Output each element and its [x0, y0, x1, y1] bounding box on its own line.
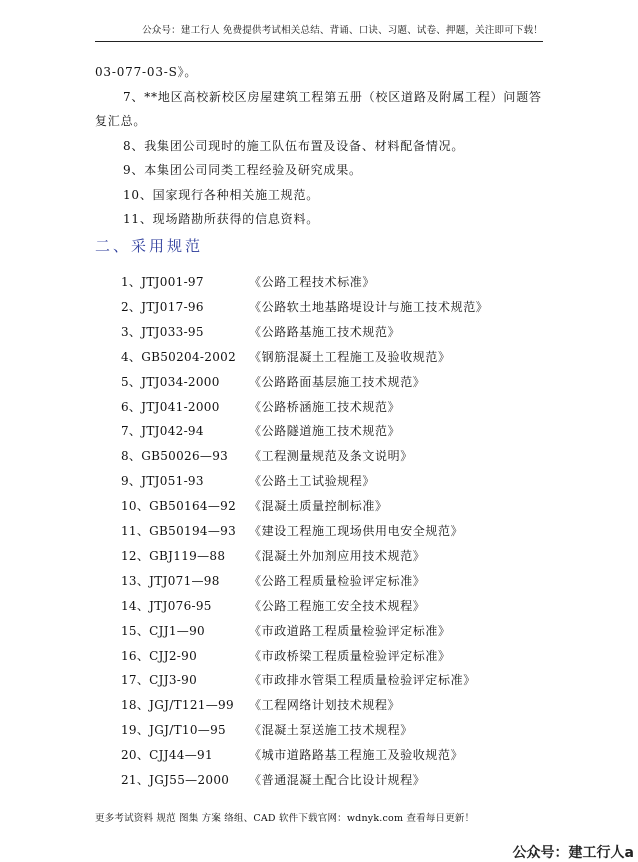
- standard-code: 9、JTJ051-93: [121, 474, 204, 489]
- standard-title: 《普通混凝土配合比设计规程》: [249, 773, 426, 787]
- standard-title: 《公路工程质量检验评定标准》: [249, 573, 426, 588]
- standard-row: [121, 747, 463, 763]
- standard-row: [121, 598, 425, 614]
- standard-code: 14、JTJ076-95: [121, 598, 212, 613]
- standard-title: 《工程测量规范及条文说明》: [249, 449, 413, 464]
- standard-row: [121, 374, 425, 390]
- standard-title: 《公路工程技术标准》: [249, 275, 376, 289]
- standard-title: 《工程网络计划技术规程》: [249, 698, 401, 713]
- standard-code: 12、GBJ119—88: [121, 548, 226, 563]
- standard-title: 《公路隧道施工技术规范》: [249, 424, 401, 439]
- standard-code: 19、JGJ/T10—95: [121, 723, 226, 738]
- standard-row: [121, 274, 375, 290]
- standard-row: [121, 324, 400, 340]
- account-watermark: 公众号：建工行人a: [512, 845, 634, 861]
- standard-code: 5、JTJ034-2000: [121, 374, 220, 389]
- standard-row: [121, 399, 400, 415]
- standard-title: 《城市道路路基工程施工及验收规范》: [249, 748, 464, 763]
- standard-title: 《市政排水管渠工程质量检验评定标准》: [249, 673, 476, 688]
- standard-row: [121, 648, 451, 664]
- standard-code: 2、JTJ017-96: [121, 299, 204, 314]
- standard-title: 《钢筋混凝土工程施工及验收规范》: [249, 349, 451, 364]
- standard-title: 《公路土工试验规程》: [249, 474, 376, 489]
- intro-line: 03-077-03-S》。: [95, 65, 198, 79]
- standard-row: [121, 672, 476, 688]
- standard-row: [121, 423, 400, 439]
- standard-code: 11、GB50194—93: [121, 524, 237, 538]
- standard-row: [121, 349, 451, 365]
- standard-row: [121, 448, 413, 464]
- standard-title: 《公路软土地基路堤设计与施工技术规范》: [249, 299, 489, 314]
- standard-row: [121, 722, 413, 738]
- standard-code: 3、JTJ033-95: [121, 324, 204, 339]
- standard-row: [121, 623, 451, 639]
- standard-code: 6、JTJ041-2000: [121, 399, 220, 414]
- standard-title: 《建设工程施工现场供用电安全规范》: [249, 524, 464, 538]
- standard-title: 《混凝土泵送施工技术规程》: [249, 723, 413, 738]
- standard-title: 《市政道路工程质量检验评定标准》: [249, 623, 451, 638]
- standard-code: 7、JTJ042-94: [121, 424, 204, 439]
- standard-title: 《混凝土质量控制标准》: [249, 499, 388, 514]
- page-header: 公众号：建工行人 免费提供考试相关总结、背诵、口诀、习题、试卷、押题，关注即可下载！: [95, 23, 543, 42]
- section-heading: 二、采用规范: [95, 237, 204, 255]
- standard-row: [121, 772, 425, 788]
- standard-title: 《公路路基施工技术规范》: [249, 324, 401, 339]
- standard-title: 《混凝土外加剂应用技术规范》: [249, 548, 426, 563]
- standard-row: [121, 548, 425, 564]
- standard-code: 1、JTJ001-97: [121, 275, 204, 289]
- standard-row: [121, 523, 463, 539]
- standard-code: 18、JGJ/T121—99: [121, 698, 234, 713]
- intro-line: 9、本集团公司同类工程经验及研究成果。: [123, 163, 362, 177]
- standard-row: [121, 573, 425, 589]
- standard-row: [121, 473, 375, 489]
- standard-title: 《市政桥梁工程质量检验评定标准》: [249, 648, 451, 663]
- standard-row: [121, 498, 388, 514]
- intro-line: 11、现场踏勘所获得的信息资料。: [123, 212, 320, 226]
- standard-code: 21、JGJ55—2000: [121, 773, 230, 787]
- intro-line: 8、我集团公司现时的施工队伍布置及设备、材料配备情况。: [123, 139, 465, 153]
- standard-title: 《公路工程施工安全技术规程》: [249, 598, 426, 613]
- standard-code: 15、CJJ1—90: [121, 623, 205, 638]
- standard-code: 17、CJJ3-90: [121, 673, 198, 688]
- standard-code: 20、CJJ44—91: [121, 748, 213, 763]
- standard-title: 《公路路面基层施工技术规范》: [249, 374, 426, 389]
- page-footer: 更多考试资料 规范 图集 方案 络组、CAD 软件下载官网：wdnyk.com 查看每日更新！: [95, 813, 475, 824]
- intro-line: 7、**地区高校新校区房屋建筑工程第五册（校区道路及附属工程）问题答: [123, 90, 542, 104]
- standard-code: 13、JTJ071—98: [121, 573, 220, 588]
- standard-row: [121, 299, 488, 315]
- standard-code: 10、GB50164—92: [121, 499, 237, 514]
- standard-row: [121, 697, 400, 713]
- intro-line: 10、国家现行各种相关施工规范。: [123, 188, 320, 202]
- standard-code: 8、GB50026—93: [121, 449, 229, 464]
- standard-code: 16、CJJ2-90: [121, 648, 198, 663]
- standard-title: 《公路桥涵施工技术规范》: [249, 399, 401, 414]
- standard-code: 4、GB50204-2002: [121, 349, 237, 364]
- intro-line: 复汇总。: [95, 114, 147, 128]
